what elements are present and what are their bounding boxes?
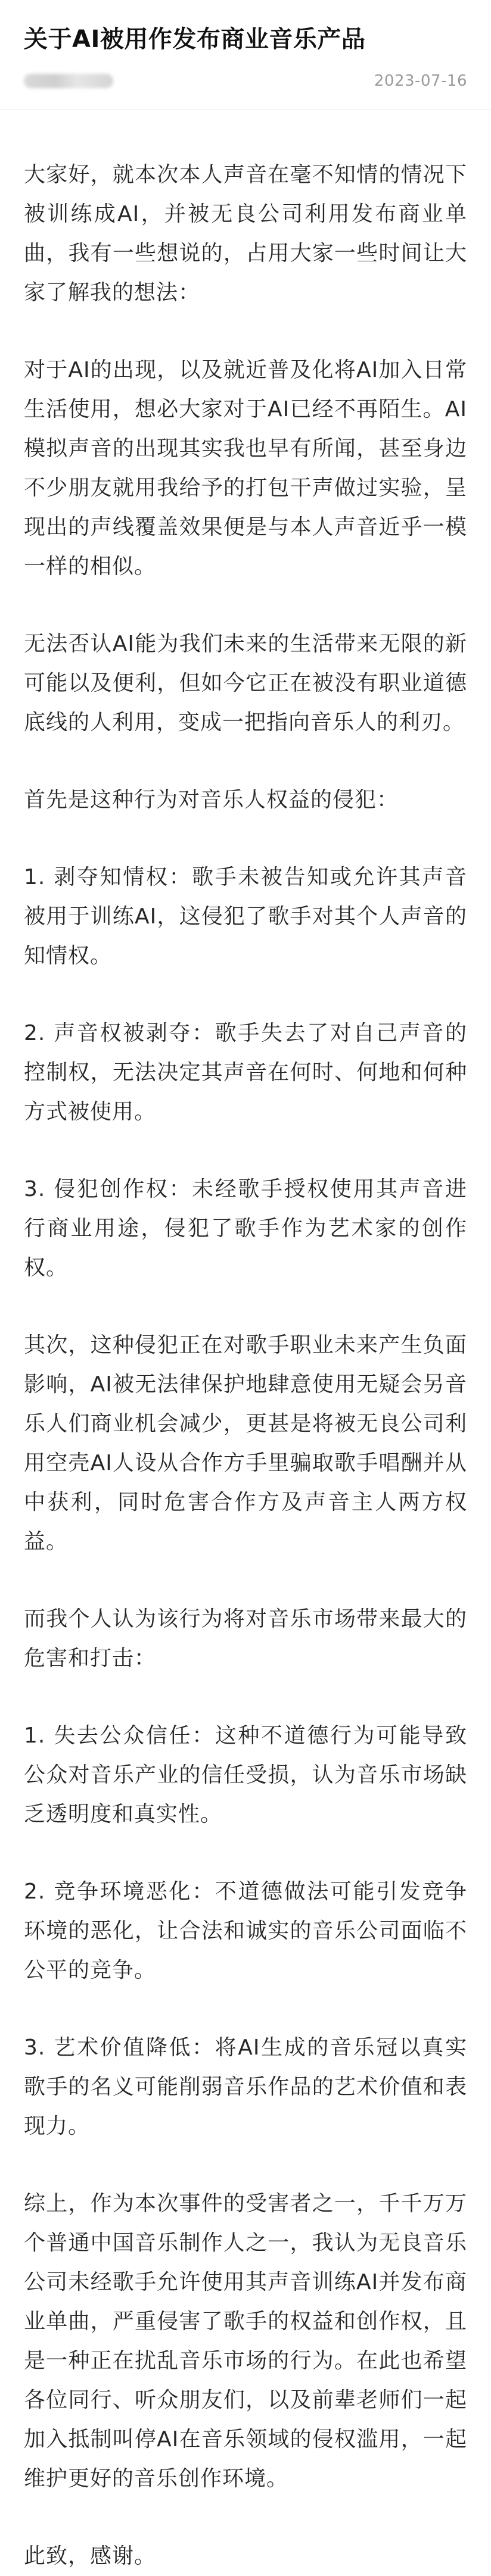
weibo-watermark [385, 2232, 402, 2244]
paragraph: 而我个人认为该行为将对音乐市场带来最大的危害和打击： [24, 1607, 467, 1671]
article-body [24, 110, 467, 2576]
article-meta [24, 70, 467, 92]
paragraph: 3. 艺术价值降低：将AI生成的音乐冠以真实歌手的名义可能削弱音乐作品的艺术价值和表现力。 [24, 2035, 467, 2138]
paragraph: 2. 竞争环境恶化：不道德做法可能引发竞争环境的恶化，让合法和诚实的音乐公司面临不公平的竞争。 [24, 1879, 467, 1982]
paragraph: 3. 侵犯创作权：未经歌手授权使用其声音进行商业用途，侵犯了歌手作为艺术家的创作权。 [24, 1177, 467, 1280]
paragraph: 无法否认AI能为我们未来的生活带来无限的新可能以及便利，但如今它正在被没有职业道德底线的人利用，变成一把指向音乐人的利刃。 [24, 632, 467, 735]
paragraph: 1. 剥夺知情权：歌手未被告知或允许其声音被用于训练AI，这侵犯了歌手对其个人声音的知情权。 [24, 865, 467, 968]
article-title: 关于AI被用作发布商业音乐产品 [24, 26, 366, 53]
paragraph: 其次，这种侵犯正在对歌手职业未来产生负面影响，AI被无法律保护地肆意使用无疑会另音乐人们商业机会减少，更甚是将被无良公司利用空壳AI人设从合作方手里骗取歌手唱酬并从中获利，同时危害合作方及声音主人两方权益。 [24, 1333, 467, 1554]
publish-date: 2023-07-16 [374, 72, 467, 90]
paragraph: 综上，作为本次事件的受害者之一，千千万万个普通中国音乐制作人之一，我认为无良音乐公司未经歌手允许使用其声音训练AI并发布商业单曲，严重侵害了歌手的权益和创作权，且是一种正在扰乱音乐市场的行为。在此也希望各位同行、听众朋友们，以及前辈老师们一起加入抵制叫停AI在音乐领域的侵权滥用，一起维护更好的音乐创作环境。 [24, 2191, 467, 2491]
paragraph: 2. 声音权被剥夺：歌手失去了对自己声音的控制权，无法决定其声音在何时、何地和何种方式被使用。 [24, 1021, 467, 1124]
paragraph: 大家好，就本次本人声音在毫不知情的情况下被训练成AI，并被无良公司利用发布商业单曲，我有一些想说的，占用大家一些时间让大家了解我的想法： [24, 163, 467, 305]
paragraph: 此致，感谢。 [24, 2544, 157, 2568]
paragraph: 对于AI的出现，以及就近普及化将AI加入日常生活使用，想必大家对于AI已经不再陌生。AI模拟声音的出现其实我也早有所闻，甚至身边不少朋友就用我给予的打包干声做过实验，呈现出的声线覆盖效果便是与本人声音近乎一模一样的相似。 [24, 358, 467, 579]
paragraph: 首先是这种行为对音乐人权益的侵犯： [24, 788, 399, 812]
paragraph: 1. 失去公众信任：这种不道德行为可能导致公众对音乐产业的信任受损，认为音乐市场缺乏透明度和真实性。 [24, 1723, 467, 1826]
author-name-blurred [24, 74, 113, 88]
weibo-icon [385, 2233, 398, 2244]
article-header [24, 0, 467, 92]
